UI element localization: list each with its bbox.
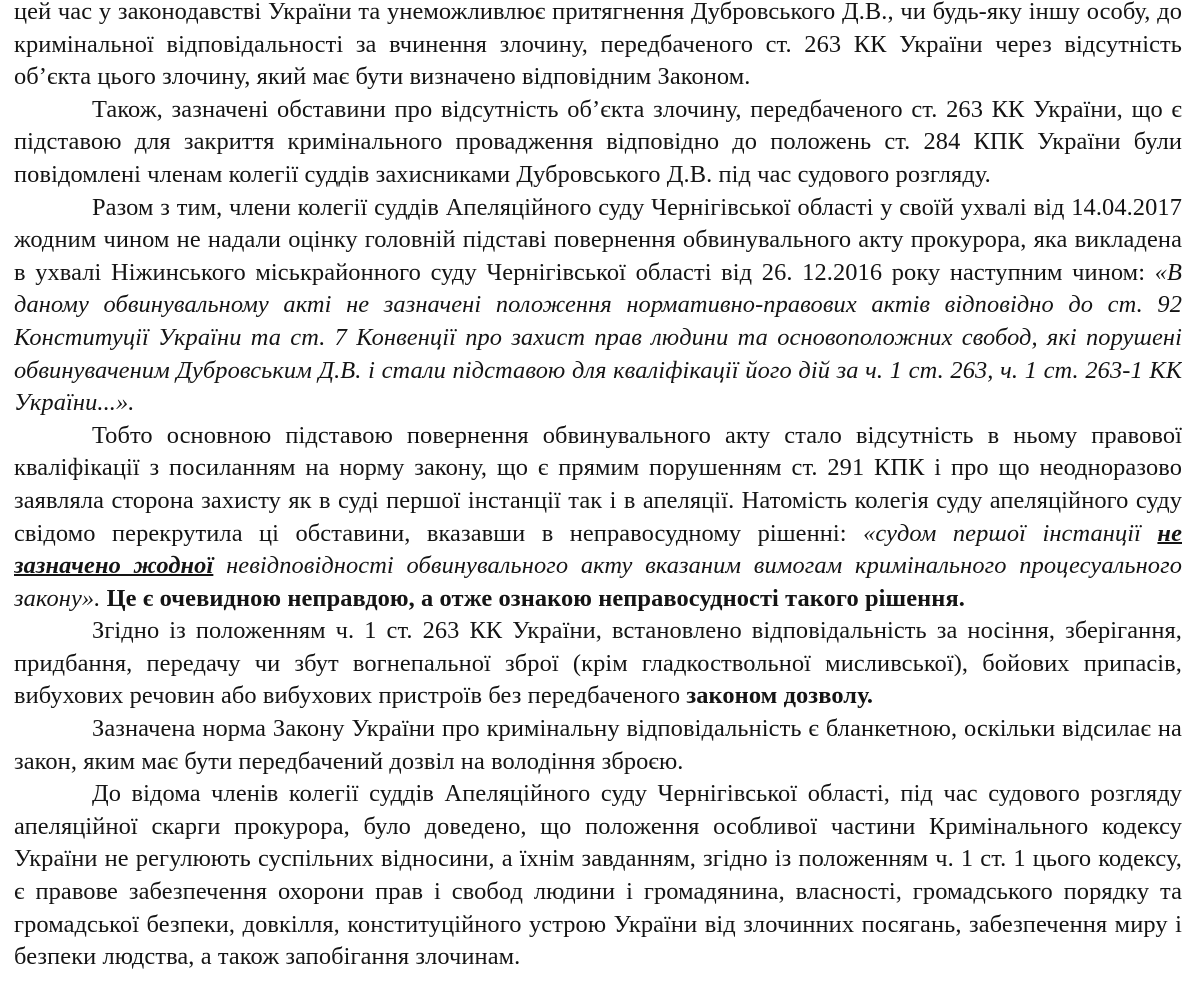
- paragraph-4-quote-emphasis: не зазначено жодної: [14, 519, 1182, 580]
- paragraph-4-quote-start: «судом першої інстанції: [863, 519, 1158, 547]
- paragraph-5: [14, 615, 1182, 713]
- paragraph-6: [14, 713, 1182, 778]
- document-page: [14, 0, 1182, 1006]
- paragraph-1-text: цей час у законодавстві України та унеможливлює притягнення Дубровського Д.В., чи будь-яку іншу особу, до кримінальної відповідальності за вчинення злочину, передбаченого ст. 263 КК України через відсутність об’єкта цього злочину, який має бути визначено відповідним Законом.: [14, 0, 1182, 91]
- paragraph-4: [14, 420, 1182, 616]
- paragraph-3-text: Разом з тим, члени колегії суддів Апеляційного суду Чернігівської області у своїй ухвалі від 14.04.2017 жодним чином не надали оцінку головній підставі повернення обвинувального акту прокурора, яка викладена в ухвалі Ніжинського міськрайонного суду Чернігівської області від 26. 12.2016 року наступним чином:: [14, 193, 1182, 286]
- paragraph-4-conclusion: Це є очевидною неправдою, а отже ознакою неправосудності такого рішення.: [106, 584, 965, 612]
- paragraph-4-text: Тобто основною підставою повернення обвинувального акту стало відсутність в ньому правової кваліфікації з посиланням на норму закону, що є прямим порушенням ст. 291 КПК і про що неодноразово заявляла сторона захисту як в суді першої інстанції так і в апеляції. Натомість колегія суду апеляційного суду свідомо перекрутила ці обставини, вказавши в неправосудному рішенні:: [14, 421, 1182, 547]
- paragraph-3-quote: «В даному обвинувальному акті не зазначені положення нормативно-правових актів відповідно до ст. 92 Конституції України та ст. 7 Конвенції про захист прав людини та основоположних свобод, які порушені обвинуваченим Дубровським Д.В. і стали підставою для кваліфікації його дій за ч. 1 ст. 263, ч. 1 ст. 263-1 КК України...».: [14, 258, 1182, 417]
- paragraph-6-text: Зазначена норма Закону України про кримінальну відповідальність є бланкетною, оскільки відсилає на закон, яким має бути передбачений дозвіл на володіння зброєю.: [14, 715, 1182, 775]
- paragraph-7: [14, 778, 1182, 974]
- paragraph-4-quote-end: невідповідності обвинувального акту вказаним вимогам кримінального процесуального закону».: [14, 552, 1182, 612]
- paragraph-2: [14, 94, 1182, 192]
- paragraph-5-emphasis: законом дозволу.: [686, 682, 874, 710]
- paragraph-5-text: Згідно із положенням ч. 1 ст. 263 КК України, встановлено відповідальність за носіння, зберігання, придбання, передачу чи збут вогнепальної зброї (крім гладкоствольної мисливської), бойових припасів, вибухових речовин або вибухових пристроїв без передбаченого: [14, 617, 1182, 710]
- paragraph-2-text: Також, зазначені обставини про відсутність об’єкта злочину, передбаченого ст. 263 КК України, що є підставою для закриття кримінального провадження відповідно до положень ст. 284 КПК України були повідомлені членам колегії суддів захисниками Дубровського Д.В. під час судового розгляду.: [14, 95, 1182, 188]
- paragraph-7-text: До відома членів колегії суддів Апеляційного суду Чернігівської області, під час судового розгляду апеляційної скарги прокурора, було доведено, що положення особливої частини Кримінального кодексу України не регулюють суспільних відносини, а їхнім завданням, згідно із положенням ч. 1 ст. 1 цього кодексу, є правове забезпечення охорони прав і свобод людини і громадянина, власності, громадського порядку та громадської безпеки, довкілля, конституційного устрою України від злочинних посягань, забезпечення миру і безпеки людства, а також запобігання злочинам.: [14, 780, 1182, 971]
- paragraph-3: [14, 192, 1182, 420]
- paragraph-1: [14, 0, 1182, 94]
